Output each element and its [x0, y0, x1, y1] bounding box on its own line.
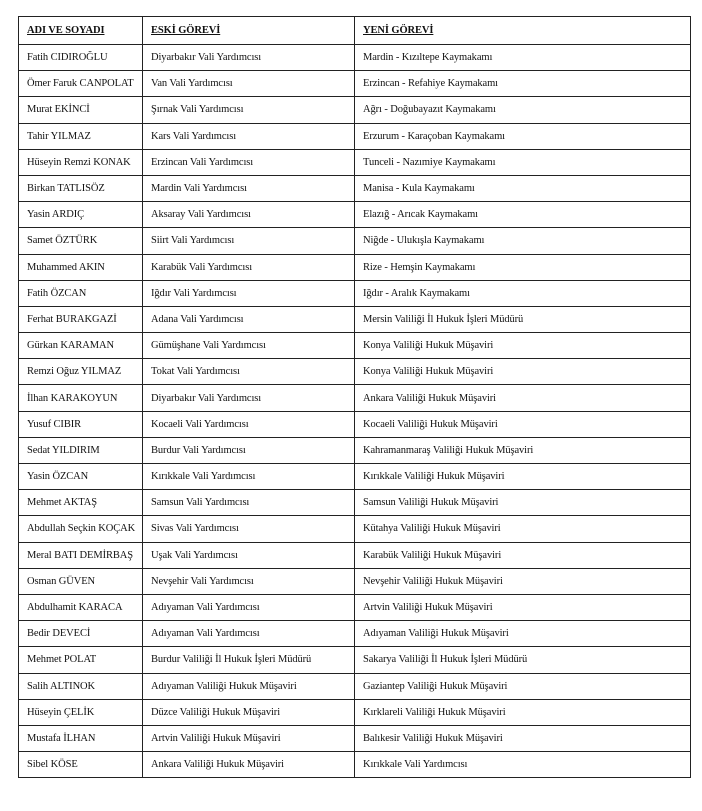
cell-name: Tahir YILMAZ: [19, 123, 143, 149]
table-row: [19, 490, 691, 516]
cell-new-position: Kahramanmaraş Valiliği Hukuk Müşaviri: [355, 437, 691, 463]
cell-new-position: Kütahya Valiliği Hukuk Müşaviri: [355, 516, 691, 542]
cell-new-position: Kocaeli Valiliği Hukuk Müşaviri: [355, 411, 691, 437]
table-row: [19, 437, 691, 463]
cell-name: Gürkan KARAMAN: [19, 333, 143, 359]
cell-old-position: Düzce Valiliği Hukuk Müşaviri: [143, 699, 355, 725]
cell-name: Murat EKİNCİ: [19, 97, 143, 123]
cell-name: Ömer Faruk CANPOLAT: [19, 71, 143, 97]
table-row: [19, 542, 691, 568]
table-row: [19, 333, 691, 359]
cell-old-position: Kocaeli Vali Yardımcısı: [143, 411, 355, 437]
cell-new-position: Mardin - Kızıltepe Kaymakamı: [355, 45, 691, 71]
cell-name: Yasin ÖZCAN: [19, 464, 143, 490]
cell-name: Abdullah Seçkin KOÇAK: [19, 516, 143, 542]
cell-old-position: Burdur Vali Yardımcısı: [143, 437, 355, 463]
table-row: [19, 594, 691, 620]
table-row: [19, 71, 691, 97]
header-new-position: YENİ GÖREVİ: [355, 17, 691, 45]
cell-new-position: Ağrı - Doğubayazıt Kaymakamı: [355, 97, 691, 123]
cell-old-position: Adıyaman Valiliği Hukuk Müşaviri: [143, 673, 355, 699]
cell-name: Muhammed AKIN: [19, 254, 143, 280]
table-body: [19, 45, 691, 778]
cell-old-position: Adana Vali Yardımcısı: [143, 306, 355, 332]
table-row: [19, 699, 691, 725]
cell-new-position: Erzincan - Refahiye Kaymakamı: [355, 71, 691, 97]
cell-new-position: Iğdır - Aralık Kaymakamı: [355, 280, 691, 306]
cell-old-position: Kars Vali Yardımcısı: [143, 123, 355, 149]
cell-name: Fatih CIDIROĞLU: [19, 45, 143, 71]
cell-new-position: Kırklareli Valiliği Hukuk Müşaviri: [355, 699, 691, 725]
cell-new-position: Karabük Valiliği Hukuk Müşaviri: [355, 542, 691, 568]
cell-name: Yusuf CIBIR: [19, 411, 143, 437]
cell-name: Hüseyin Remzi KONAK: [19, 149, 143, 175]
cell-new-position: Balıkesir Valiliği Hukuk Müşaviri: [355, 725, 691, 751]
table-row: [19, 752, 691, 778]
cell-new-position: Rize - Hemşin Kaymakamı: [355, 254, 691, 280]
table-row: [19, 647, 691, 673]
table-row: [19, 306, 691, 332]
table-row: [19, 149, 691, 175]
cell-old-position: Aksaray Vali Yardımcısı: [143, 202, 355, 228]
header-row: [19, 17, 691, 45]
header-old-position: ESKİ GÖREVİ: [143, 17, 355, 45]
cell-name: Birkan TATLISÖZ: [19, 175, 143, 201]
document-page: [18, 16, 690, 778]
cell-new-position: Adıyaman Valiliği Hukuk Müşaviri: [355, 621, 691, 647]
cell-name: Sedat YILDIRIM: [19, 437, 143, 463]
table-row: [19, 123, 691, 149]
table-row: [19, 45, 691, 71]
cell-new-position: Elazığ - Arıcak Kaymakamı: [355, 202, 691, 228]
table-row: [19, 359, 691, 385]
cell-name: İlhan KARAKOYUN: [19, 385, 143, 411]
cell-name: Yasin ARDIÇ: [19, 202, 143, 228]
cell-old-position: Karabük Vali Yardımcısı: [143, 254, 355, 280]
table-row: [19, 568, 691, 594]
cell-old-position: Diyarbakır Vali Yardımcısı: [143, 385, 355, 411]
cell-old-position: Uşak Vali Yardımcısı: [143, 542, 355, 568]
table-row: [19, 97, 691, 123]
cell-old-position: Gümüşhane Vali Yardımcısı: [143, 333, 355, 359]
cell-old-position: Tokat Vali Yardımcısı: [143, 359, 355, 385]
cell-new-position: Sakarya Valiliği İl Hukuk İşleri Müdürü: [355, 647, 691, 673]
cell-name: Bedir DEVECİ: [19, 621, 143, 647]
table-row: [19, 280, 691, 306]
cell-name: Salih ALTINOK: [19, 673, 143, 699]
cell-old-position: Adıyaman Vali Yardımcısı: [143, 621, 355, 647]
cell-old-position: Şırnak Vali Yardımcısı: [143, 97, 355, 123]
table-row: [19, 673, 691, 699]
cell-name: Meral BATI DEMİRBAŞ: [19, 542, 143, 568]
cell-old-position: Adıyaman Vali Yardımcısı: [143, 594, 355, 620]
cell-name: Remzi Oğuz YILMAZ: [19, 359, 143, 385]
table-row: [19, 228, 691, 254]
header-name: ADI VE SOYADI: [19, 17, 143, 45]
cell-name: Osman GÜVEN: [19, 568, 143, 594]
cell-old-position: Diyarbakır Vali Yardımcısı: [143, 45, 355, 71]
cell-old-position: Samsun Vali Yardımcısı: [143, 490, 355, 516]
cell-new-position: Nevşehir Valiliği Hukuk Müşaviri: [355, 568, 691, 594]
cell-old-position: Siirt Vali Yardımcısı: [143, 228, 355, 254]
cell-old-position: Sivas Vali Yardımcısı: [143, 516, 355, 542]
table-row: [19, 202, 691, 228]
cell-old-position: Nevşehir Vali Yardımcısı: [143, 568, 355, 594]
cell-old-position: Burdur Valiliği İl Hukuk İşleri Müdürü: [143, 647, 355, 673]
cell-new-position: Konya Valiliği Hukuk Müşaviri: [355, 333, 691, 359]
cell-new-position: Konya Valiliği Hukuk Müşaviri: [355, 359, 691, 385]
cell-new-position: Erzurum - Karaçoban Kaymakamı: [355, 123, 691, 149]
cell-old-position: Artvin Valiliği Hukuk Müşaviri: [143, 725, 355, 751]
cell-new-position: Tunceli - Nazımiye Kaymakamı: [355, 149, 691, 175]
cell-new-position: Kırıkkale Valiliği Hukuk Müşaviri: [355, 464, 691, 490]
cell-name: Mehmet AKTAŞ: [19, 490, 143, 516]
cell-old-position: Van Vali Yardımcısı: [143, 71, 355, 97]
cell-name: Abdulhamit KARACA: [19, 594, 143, 620]
cell-old-position: Ankara Valiliği Hukuk Müşaviri: [143, 752, 355, 778]
assignment-table: [18, 16, 691, 778]
cell-old-position: Erzincan Vali Yardımcısı: [143, 149, 355, 175]
cell-name: Samet ÖZTÜRK: [19, 228, 143, 254]
cell-new-position: Gaziantep Valiliği Hukuk Müşaviri: [355, 673, 691, 699]
cell-new-position: Ankara Valiliği Hukuk Müşaviri: [355, 385, 691, 411]
table-row: [19, 385, 691, 411]
cell-name: Sibel KÖSE: [19, 752, 143, 778]
cell-old-position: Iğdır Vali Yardımcısı: [143, 280, 355, 306]
table-row: [19, 254, 691, 280]
cell-old-position: Mardin Vali Yardımcısı: [143, 175, 355, 201]
cell-new-position: Samsun Valiliği Hukuk Müşaviri: [355, 490, 691, 516]
cell-new-position: Mersin Valiliği İl Hukuk İşleri Müdürü: [355, 306, 691, 332]
table-row: [19, 725, 691, 751]
table-row: [19, 621, 691, 647]
cell-new-position: Artvin Valiliği Hukuk Müşaviri: [355, 594, 691, 620]
table-row: [19, 516, 691, 542]
cell-name: Mustafa İLHAN: [19, 725, 143, 751]
cell-name: Mehmet POLAT: [19, 647, 143, 673]
cell-name: Ferhat BURAKGAZİ: [19, 306, 143, 332]
cell-new-position: Manisa - Kula Kaymakamı: [355, 175, 691, 201]
table-row: [19, 411, 691, 437]
table-row: [19, 175, 691, 201]
cell-name: Fatih ÖZCAN: [19, 280, 143, 306]
cell-new-position: Kırıkkale Vali Yardımcısı: [355, 752, 691, 778]
table-row: [19, 464, 691, 490]
cell-new-position: Niğde - Ulukışla Kaymakamı: [355, 228, 691, 254]
cell-old-position: Kırıkkale Vali Yardımcısı: [143, 464, 355, 490]
cell-name: Hüseyin ÇELİK: [19, 699, 143, 725]
